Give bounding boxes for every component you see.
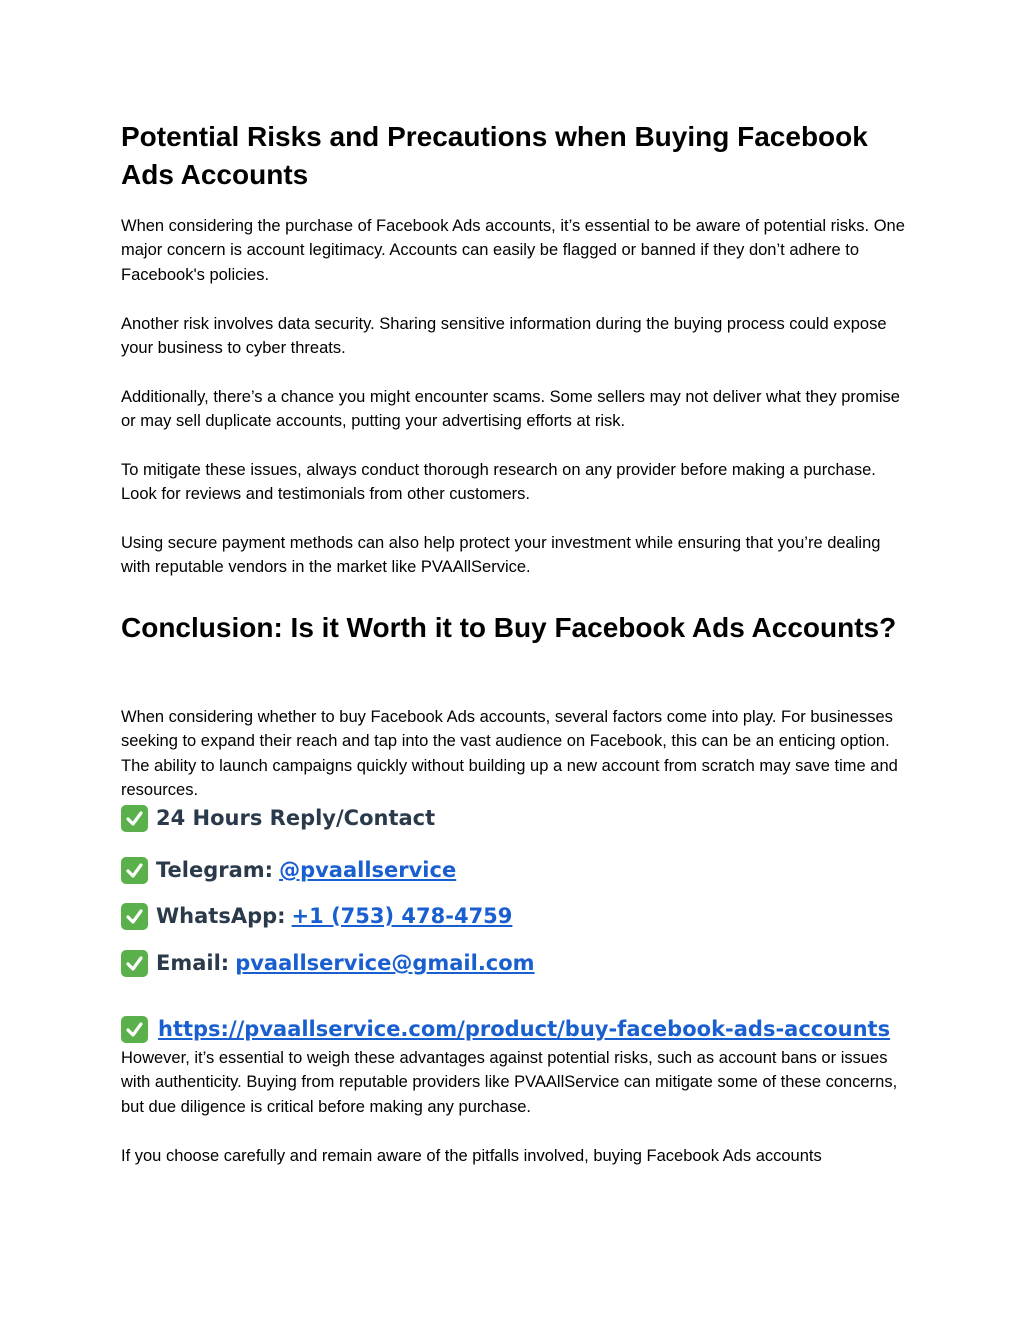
paragraph: Additionally, there’s a chance you might encounter scams. Some sellers may not deliver what they promise or may sell duplicate accounts, putting your advertising efforts at risk. — [121, 388, 900, 431]
paragraph: If you choose carefully and remain aware of the pitfalls involved, buying Facebook Ads accounts — [121, 1147, 822, 1165]
check-mark-icon — [121, 805, 148, 832]
reply-label: 24 Hours Reply/Contact — [156, 806, 436, 830]
check-mark-icon — [121, 1016, 148, 1043]
paragraph: Using secure payment methods can also help protect your investment while ensuring that you’re dealing with reputable vendors in the market like PVAAllService. — [121, 534, 881, 577]
check-mark-icon — [121, 857, 148, 884]
paragraph: When considering the purchase of Facebook Ads accounts, it’s essential to be aware of potential risks. One major concern is account legitimacy. Accounts can easily be flagged or banned if they don’t adhere to Facebook's policies. — [121, 217, 905, 284]
contact-email-line — [121, 949, 535, 977]
contact-url-line — [121, 1015, 890, 1043]
email-label: Email: — [156, 951, 230, 975]
contact-telegram-line — [121, 856, 456, 884]
whatsapp-label: WhatsApp: — [156, 904, 286, 928]
email-link[interactable]: pvaallservice@gmail.com — [235, 951, 535, 975]
contact-reply-line — [121, 804, 435, 832]
paragraph: Another risk involves data security. Sharing sensitive information during the buying process could expose your business to cyber threats. — [121, 315, 887, 358]
telegram-link[interactable]: @pvaallservice — [279, 858, 457, 882]
telegram-label: Telegram: — [156, 858, 274, 882]
check-mark-icon — [121, 950, 148, 977]
section-heading-risks: Potential Risks and Precautions when Buying Facebook Ads Accounts — [121, 121, 868, 190]
section-heading-conclusion: Conclusion: Is it Worth it to Buy Facebook Ads Accounts? — [121, 612, 897, 643]
check-mark-icon — [121, 903, 148, 930]
paragraph: When considering whether to buy Facebook Ads accounts, several factors come into play. For businesses seeking to expand their reach and tap into the vast audience on Facebook, this can be an enticing option. The ability to launch campaigns quickly without building up a new account from scratch may save time and resources. — [121, 708, 898, 800]
whatsapp-link[interactable]: +1 (753) 478-4759 — [291, 904, 513, 928]
contact-whatsapp-line — [121, 902, 512, 930]
paragraph: To mitigate these issues, always conduct thorough research on any provider before making a purchase. Look for reviews and testimonials from other customers. — [121, 461, 876, 504]
paragraph: However, it’s essential to weigh these advantages against potential risks, such as account bans or issues with authenticity. Buying from reputable providers like PVAAllService can mitigate some of these concerns, but due diligence is critical before making any purchase. — [121, 1049, 898, 1116]
product-url-link[interactable]: https://pvaallservice.com/product/buy-facebook-ads-accounts — [158, 1017, 891, 1041]
